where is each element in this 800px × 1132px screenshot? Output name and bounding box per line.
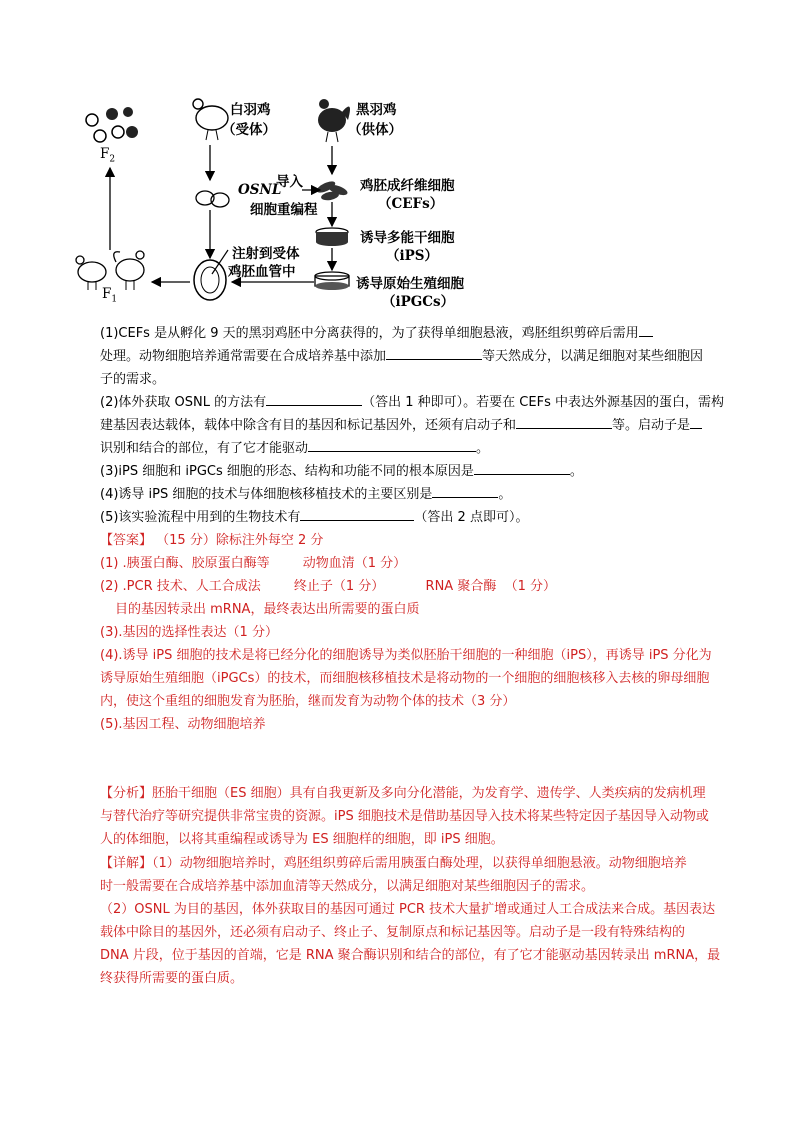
- cefs-label: （CEFs）: [378, 196, 444, 212]
- analysis-section: [100, 782, 720, 851]
- question-4: (4)诱导 iPS 细胞的技术与体细胞核移植技术的主要区别是 。: [100, 483, 720, 506]
- recipient-label: （受体）: [222, 122, 276, 138]
- answer-2-cont: 目的基因转录出 mRNA，最终表达出所需要的蛋白质: [115, 602, 420, 617]
- question-1-line-1: (1)CEFs 是从孵化 9 天的黑羽鸡胚中分离获得的，为了获得单细胞悬液，鸡胚组织剪碎后需用: [100, 322, 720, 345]
- ips-dish-icon: [316, 228, 348, 246]
- f2-chicks-icon: [86, 107, 138, 142]
- answer-blank: [690, 414, 702, 429]
- answer-blank: [266, 391, 362, 406]
- black-chicken-icon: [318, 99, 350, 142]
- white-chicken-label: 白羽鸡: [230, 102, 271, 118]
- experiment-flow-diagram: [70, 90, 510, 315]
- answer-header: 【答案】 （15 分）除标注外每空 2 分: [100, 533, 324, 548]
- question-3: (3)iPS 细胞和 iPGCs 细胞的形态、结构和功能不同的根本原因是 。: [100, 460, 720, 483]
- answer-5: (5).基因工程、动物细胞培养: [100, 717, 266, 732]
- detail-line-4: 载体中除目的基因外，还必须有启动子、终止子、复制原点和标记基因等。启动子是一段有特殊结构的: [100, 925, 686, 940]
- detail-tag: 【详解】: [100, 856, 153, 871]
- question-5: (5)该实验流程中用到的生物技术有 （答出 2 点即可）。: [100, 506, 720, 529]
- question-1-line-3: 子的需求。: [100, 372, 166, 387]
- answer-blank: [516, 414, 612, 429]
- black-chicken-label: 黑羽鸡: [356, 102, 397, 118]
- answer-4-line-3: 内，使这个重组的细胞发育为胚胎，继而发育为动物个体的技术（3 分）: [100, 694, 516, 709]
- cefs-cells-icon: [315, 179, 349, 201]
- ipgcs-dish-icon: [315, 272, 349, 290]
- ips-label: （iPS）: [386, 248, 439, 264]
- analysis-line-2: 与替代治疗等研究提供非常宝贵的资源。iPS 细胞技术是借助基因导入技术将某些特定因子基因导入动物或: [100, 809, 709, 824]
- analysis-line-3: 人的体细胞，以将其重编程或诱导为 ES 细胞样的细胞，即 iPS 细胞。: [100, 832, 504, 847]
- cefs-name-label: 鸡胚成纤维细胞: [360, 178, 455, 194]
- answer-4-line-2: 诱导原始生殖细胞（iPGCs）的技术，而细胞核移植技术是将动物的一个细胞的细胞核移入去核的卵母细胞: [100, 671, 710, 686]
- analysis-line-1: 【分析】胚胎干细胞（ES 细胞）具有自我更新及多向分化潜能，为发育学、遗传学、人类疾病的发病机理: [100, 786, 706, 801]
- inject-label-2: 鸡胚血管中: [228, 264, 296, 280]
- question-2-line-3: 识别和结合的部位，有了它才能驱动 。: [100, 437, 720, 460]
- answer-1: (1) .胰蛋白酶、胶原蛋白酶等 动物血清（1 分）: [100, 556, 407, 571]
- questions-section: [100, 322, 724, 529]
- answer-4-line-1: (4).诱导 iPS 细胞的技术是将已经分化的细胞诱导为类似胚胎干细胞的一种细胞（iPS），再诱导 iPS 分化为: [100, 648, 712, 663]
- question-1-line-2: 处理。动物细胞培养通常需要在合成培养基中添加 等天然成分，以满足细胞对某些细胞因: [100, 345, 720, 368]
- reprogram-label: 细胞重编程: [250, 202, 318, 218]
- answer-2: (2) .PCR 技术、人工合成法 终止子（1 分） RNA 聚合酶 （1 分）: [100, 579, 556, 594]
- answer-section: [100, 529, 720, 736]
- f1-label: $F_1$: [102, 286, 118, 305]
- inject-label-1: 注射到受体: [232, 246, 300, 262]
- f1-chickens-icon: [76, 251, 144, 290]
- detail-line-6: 终获得所需要的蛋白质。: [100, 971, 244, 986]
- osnl-label: OSNL: [238, 182, 282, 198]
- detail-section: [100, 852, 720, 990]
- f2-label: $F_2$: [100, 146, 116, 165]
- detail-line-1: 【详解】（1）动物细胞培养时，鸡胚组织剪碎后需用胰蛋白酶处理，以获得单细胞悬液。动物细胞培养: [100, 856, 687, 871]
- answer-blank: [432, 483, 498, 498]
- detail-line-2: 时一般需要在合成培养基中添加血清等天然成分，以满足细胞对某些细胞因子的需求。: [100, 879, 595, 894]
- answer-blank: [308, 437, 476, 452]
- ipgcs-name-label: 诱导原始生殖细胞: [356, 276, 464, 292]
- answer-blank: [386, 345, 482, 360]
- detail-line-5: DNA 片段，位于基因的首端，它是 RNA 聚合酶识别和结合的部位，有了它才能驱动基因转录出 mRNA，最: [100, 948, 721, 963]
- answer-3: (3).基因的选择性表达（1 分）: [100, 625, 278, 640]
- detail-line-3: （2）OSNL 为目的基因，体外获取目的基因可通过 PCR 技术大量扩增或通过人工合成法来合成。基因表达: [100, 902, 716, 917]
- analysis-tag: 【分析】: [100, 786, 153, 801]
- answer-tag: 【答案】: [100, 533, 153, 548]
- question-2-line-1: (2)体外获取 OSNL 的方法有 （答出 1 种即可）。若要在 CEFs 中表达外源基因的蛋白，需构: [100, 391, 720, 414]
- question-2-line-2: 建基因表达载体，载体中除含有目的基因和标记基因外，还须有启动子和 等。启动子是: [100, 414, 720, 437]
- eggs-icon: [196, 191, 229, 207]
- answer-blank: [639, 322, 653, 337]
- donor-label: （供体）: [348, 122, 402, 138]
- answer-blank: [474, 460, 570, 475]
- answer-blank: [300, 506, 414, 521]
- ips-name-label: 诱导多能干细胞: [360, 230, 455, 246]
- ipgcs-label: （iPGCs）: [382, 294, 455, 310]
- import-label: 导入: [276, 174, 303, 190]
- injected-egg-icon: [194, 250, 228, 300]
